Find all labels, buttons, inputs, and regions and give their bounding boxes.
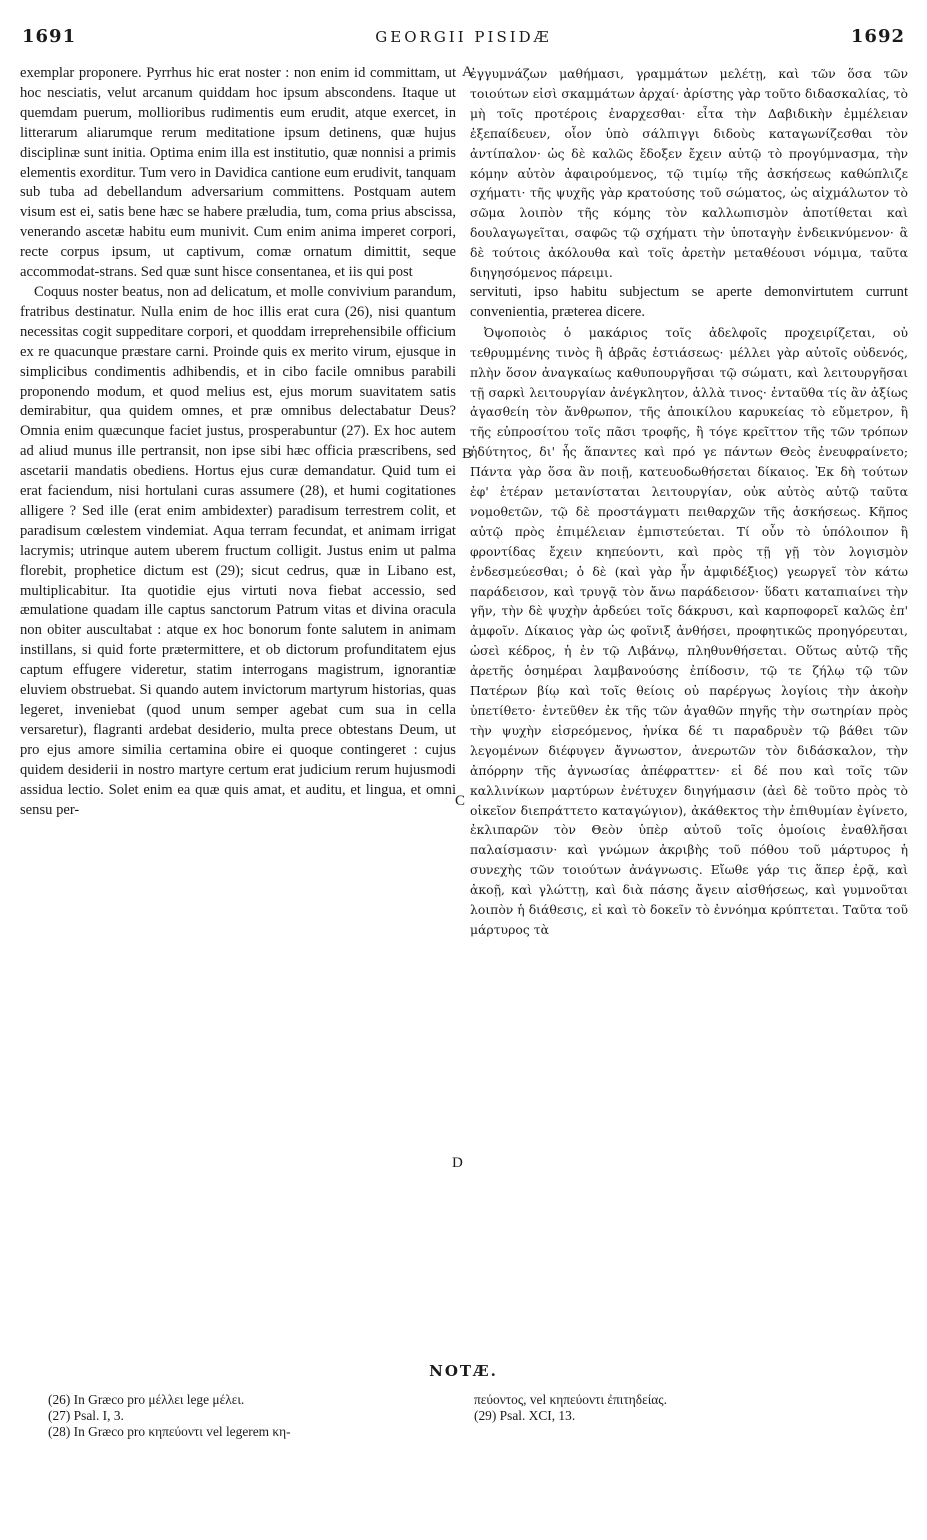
footnote-28-continued: πεύοντος, vel κηπεύοντι ἐπιτηδείας. — [474, 1392, 667, 1407]
margin-marker-b: B — [462, 446, 473, 462]
latin-paragraph-2: Coquus noster beatus, non ad delicatum, et molle convivium parandum, fratribus destinatur. Nulla enim de hoc illis erat cura (26), nisi quantum necessitas cogit suppeditare corpori, et quoddam irreprehensibile officium ex re quacunque præstare carni. Proinde quis ex merito virum, ejusque in simplicibus condimentis adhibendis, et in cibo facile omnibus parabili proponendo modum, et quod melius est, ejus morum suavitatem satis demirabitur, qua quidem omnes, et præ omnibus delectabatur Deus? Omnia enim quæcunque faciet justus, prosperabuntur (27). Ex hoc autem ad aliud munus ille pertransit, non ipse sibi hæc officia præscribens, sed ascetarii mandatis obediens. Hortus ejus curæ demandatur. Quid tum ei erat faciendum, nisi hortulani curas assumere (28), et humi cogitationes alligere ? Sed ille (erat enim ambidexter) paradisum terrestrem colit, et paradisum cœlestem vindemiat. Aqua terram fecundat, et animam irrigat lacrymis; utrinque autem uberem fructum colligit. Justus enim ut palma florebit, prophetice dictum est (29); sicut cedrus, quæ in Libano est, multiplicabitur. Ita quotidie ejus virtuti nova fiebat accessio, sed æmulatione quadam ille captus sanctorum Patrum vitas et divina oracula non obiter auscultabat : atque ex hoc bonorum fonte salutem in animam instillans, si quid forte prætermittere, et ob dictorum profunditatem ejus captum effugere videretur, statim interrogans magistrum, ignorantiæ eluviem obstruebat. Si quando autem invictorum martyrum historias, quas legeret, inveniebat (quod unum semper agebat cum sua in cella versaretur), flagranti ardebat desiderio, multa prece obtestans Deum, ut pro ejus amore similia certamina obire ei quoque contingeret : cujus quidem desiderii in nostro martyre certum erat judicium rerum hujusmodi assidua lectio. Solet enim ea quæ quis amat, et auditu, et lingua, et omni sensu per- — [20, 283, 456, 818]
footnote-29: (29) Psal. XCI, 13. — [474, 1408, 576, 1423]
margin-marker-d: D — [452, 1155, 463, 1171]
right-page-number: 1692 — [850, 26, 905, 47]
latin-paragraph-1: exemplar proponere. Pyrrhus hic erat noster : non enim id committam, ut hoc nesciatis, velut arcanum quiddam hoc ipsum abscondens. Itaque ut quemdam puerum, mollioribus rudimentis eum erudit, atque exercet, in litterarum aliarumque rerum meditatione ipsum detinens, quæ hujus disciplinæ sunt initia. Optima enim illa est institutio, quæ nonnisi a primis elementis exorditur. Tum vero in Davidica cantione eum erudivit, tanquam sub tuba ad debellandum adversarium committens. Postquam autem visum est ei, satis bene hæc se habere præludia, tum, coma prius abscissa, venerando ascetæ habitu eum munivit. Cum enim anima imperet corpori, recte corpus ipsum, ut captivum, comæ ornatum dimittit, seque accommodat-strans. Sed quæ sunt hisce consentanea, et iis qui post — [20, 65, 456, 281]
greek-column — [470, 64, 908, 1354]
latin-continuation: servituti, ipso habitu subjectum se aperte demonvirtutem currunt convenientia, præterea dicere. — [470, 283, 908, 320]
latin-column — [20, 64, 456, 1354]
notes-title: NOTÆ. — [429, 1362, 498, 1380]
margin-marker-a: A — [462, 64, 473, 80]
footnotes-left — [48, 1392, 458, 1440]
footnote-26: (26) In Græco pro μέλλει lege μέλει. — [48, 1392, 245, 1407]
greek-paragraph-2: Ὀψοποιὸς ὁ μακάριος τοῖς ἀδελφοῖς προχειρίζεται, οὐ τεθρυμμένης τινὸς ἢ ἁβρᾶς ἑστιάσεως· μέλλει γὰρ αὐτοῖς οὐδενός, πλὴν ὅσον ἀναγκαίως καθυπουργῆσαι τῷ σώματι, καὶ λειτουργῆσαι τῇ σαρκὶ λειτουργίαν ἀνέγκλητον, ἀλλὰ τινος· ἐνταῦθα τίς ἂν ἀξίως ἀγασθείη τὸν ἄνθρωπον, τῆς ἀποικίλου καρυκείας τὸ εὔμετρον, ἢ τῆς εὐπροσίτου τοῖς πᾶσι τροφῆς, ἢ τόγε κρεῖττον τῆς τῶν τρόπων ἡδύτητος, δι' ἧς ἅπαντες καὶ πρό γε πάντων Θεὸς ἐνευφραίνετο; Πάντα γὰρ ὅσα ἂν ποιῇ, κατευοδωθήσεται δίκαιος. Ἐκ δὴ τούτων ἐφ' ἑτέραν μετανίσταται λειτουργίαν, οὐκ αὐτὸς αὐτῷ ταῦτα νομοθετῶν, τῷ δὲ προστάγματι πειθαρχῶν τῆς ἀσκήσεως. Κῆπος αὐτῷ πρὸς ἐπιμέλειαν ἐμπιστεύεται. Τί οὖν τὸ ὑπόλοιπον ἢ φροντίδας ἔχειν κηπεύοντι, καὶ πρὸς τῇ γῇ τὸν λογισμὸν ἐνδεσμεύεσθαι; ὁ δὲ (καὶ γὰρ ἦν ἀμφιδέξιος) γεωργεῖ τὸν κάτω παράδεισον, καὶ τρυγᾷ τὸν ἄνω παράδεισον· ὕδατι καταπιαίνει τὴν γῆν, τὴν δὲ ψυχὴν ἀρδεύει τοῖς δάκρυσι, καὶ καρποφορεῖ καλῶς ἐπ' ἀμφοῖν. Δίκαιος γὰρ ὡς φοῖνιξ ἀνθήσει, προφητικῶς προηγόρευται, ὡσεὶ κέδρος, ἡ ἐν τῷ Λιβάνῳ, πληθυνθήσεται. Οὕτως αὐτῷ τῆς ἀρετῆς ὁσημέραι λαμβανούσης ἐπίδοσιν, τῷ τε ζήλῳ τῷ τῶν Πατέρων βίῳ καὶ τοῖς θείοις οὐ παρέργως λογίοις τὴν ἀκοὴν ὑπετίθετο· ἐντεῦθεν ἐκ τῆς τῶν ἀγαθῶν πηγῆς τὴν σωτηρίαν πρὸς τὴν ψυχὴν εἰσρεόμενος, ἡνίκα δέ τι παραδρυὲν τῷ βάθει τῶν λεγομένων διέφυγεν ἄγνωστον, ἀνερωτῶν τὸν διδάσκαλον, τὴν ἀπόρρην τῆς ἀγνωσίας ἀπέφραττεν· εἰ δέ που καὶ τοῖς τῶν καλλινίκων μαρτύρων ἐνέτυχεν διηγήμασιν (ἀεὶ δὲ τοῦτο πρὸς τὸ οἰκεῖον διεπράττετο καταγώγιον), ἀκάθεκτος τὴν ἐπιθυμίαν ἐγίνετο, ἐκλιπαρῶν τὸν Θεὸν ὑπὲρ αὐτοῦ τοῖς ὁμοίοις ἐναθλῆσαι παλαίσμασιν· καὶ γνώμων ἀκριβὴς τοῦ πόθου τοῦ μάρτυρος ἡ συνεχὴς τῶν τοιούτων ἀνάγνωσις. Εἴωθε γάρ τις ἅπερ ἐρᾷ, καὶ ἀκοῇ, καὶ γλώττῃ, καὶ διὰ πάσης ἄγειν αἰσθήσεως, καὶ γυμνοῦται λοιπὸν ἡ διάθεσις, εἰ καὶ τὸ δοκεῖν τὸ ἐννόημα κρύπτεται. Ταῦτα τοῦ μάρτυρος τὰ — [470, 324, 908, 937]
page-header — [22, 26, 905, 60]
greek-paragraph-1: ἐγγυμνάζων μαθήμασι, γραμμάτων μελέτῃ, καὶ τῶν ὅσα τῶν τοιούτων εἰσὶ σκαμμάτων ἀρχαί· ἀρίστης γὰρ τοῦτο διδασκαλίας, τὸ μὴ τοῖς προτέροις ἐναρχεσθαι· εἶτα τὴν Δαβιδικὴν ἐμμέλειαν ἐξεπαίδευεν, οἷον ὑπὸ σάλπιγγι διδοὺς καταγωνίζεσθαι τὸν ἀντίπαλον· ὡς δὲ καλῶς ἔδοξεν ἔχειν αὐτῷ τὸ προγύμνασμα, τὴν κόμην αὐτὸν ἀφαιρούμενος, τῷ τιμίῳ τῆς ἀσκήσεως καθώπλιζε σχήματι· τῆς ψυχῆς γὰρ κρατούσης τοῦ σώματος, ὡς αἰχμάλωτον τὸ σῶμα λοιπὸν τῆς κόμης τὸν καλλωπισμὸν ἀποτίθεται καὶ δουλαγωγεῖται, σαφῶς τῷ σχήματι τὴν ὑποταγὴν ἐνδεικνύμενον· ἃ δὲ τούτοις ἀκόλουθα καὶ τοῖς ἀρετὴν μεταθέουσι νόμιμα, ταῦτα διηγησόμενος πάρειμι. — [470, 66, 908, 281]
running-title: GEORGII PISIDÆ — [375, 28, 552, 46]
footnotes-right — [474, 1392, 898, 1424]
margin-marker-c: C — [455, 793, 466, 809]
footnote-28: (28) In Græco pro κηπεύοντι vel legerem κη- — [48, 1424, 291, 1439]
footnote-27: (27) Psal. I, 3. — [48, 1408, 124, 1423]
left-page-number: 1691 — [22, 26, 77, 47]
